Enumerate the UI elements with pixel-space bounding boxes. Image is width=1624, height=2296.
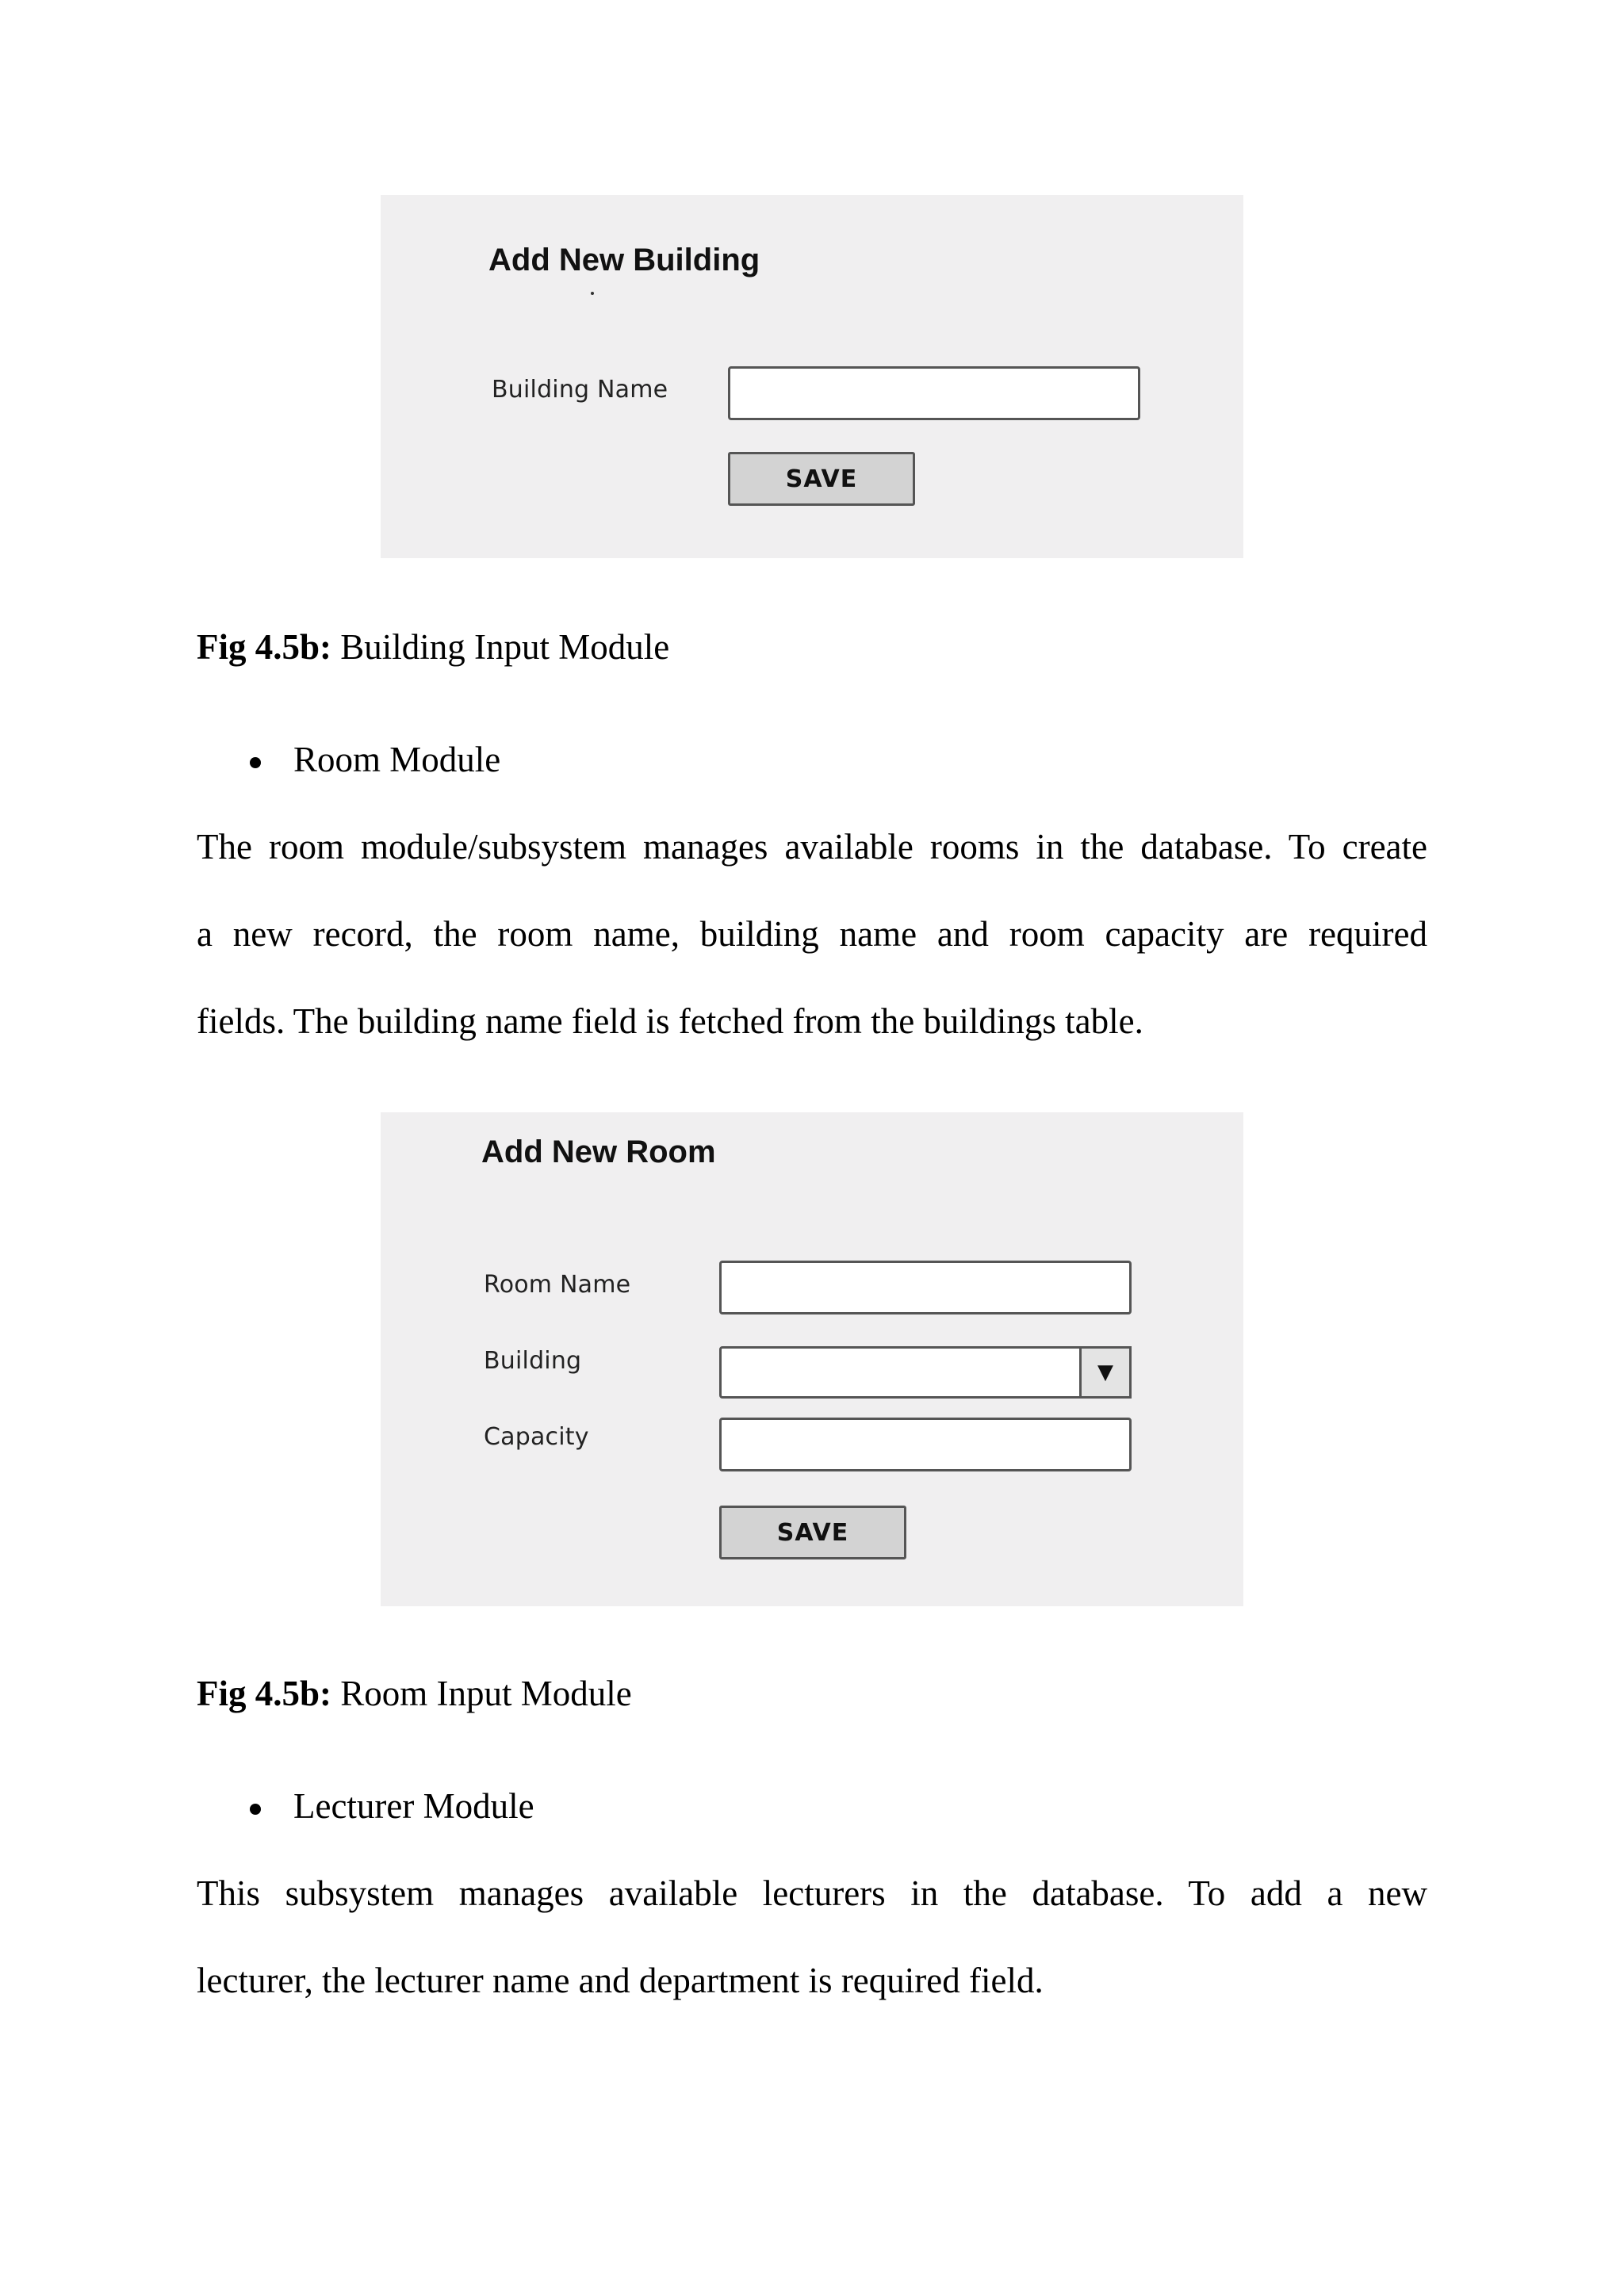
building-form-mockup [381,195,1243,558]
room-form-title: Add New Room [481,1135,716,1169]
lecturer-module-bullet: Lecturer Module [293,1786,534,1826]
building-name-label: Building Name [492,376,668,404]
room-name-input[interactable] [719,1261,1132,1314]
bullet-icon [250,1804,261,1815]
building-select[interactable] [719,1346,1132,1399]
lecturer-paragraph-line: This subsystem manages available lecturers in the database. To add a new [197,1873,1427,1913]
building-select-label: Building [484,1347,582,1375]
room-name-label: Room Name [484,1271,631,1299]
stray-mark [591,292,594,295]
building-save-button[interactable]: SAVE [728,452,915,506]
chevron-down-icon[interactable]: ▼ [1079,1346,1132,1399]
figure-caption-text: Room Input Module [331,1674,632,1713]
building-form-title: Add New Building [488,243,760,277]
building-name-input[interactable] [728,366,1140,420]
capacity-input[interactable] [719,1418,1132,1471]
figure-caption-text: Building Input Module [331,627,670,667]
room-paragraph-line: fields. The building name field is fetched from the buildings table. [197,1001,1143,1041]
figure-caption-label: Fig 4.5b: [197,1674,332,1713]
room-save-button[interactable]: SAVE [719,1506,906,1559]
capacity-label: Capacity [484,1423,589,1451]
lecturer-paragraph-line: lecturer, the lecturer name and department is required field. [197,1961,1044,2000]
room-paragraph-line: a new record, the room name, building name and room capacity are required [197,914,1427,954]
room-form-mockup [381,1112,1243,1606]
room-module-bullet: Room Module [293,740,501,779]
figure-caption-label: Fig 4.5b: [197,627,332,667]
room-paragraph-line: The room module/subsystem manages available rooms in the database. To create [197,827,1427,867]
figure-caption-building [197,626,669,668]
figure-caption-room [197,1673,632,1714]
bullet-icon [250,757,261,768]
